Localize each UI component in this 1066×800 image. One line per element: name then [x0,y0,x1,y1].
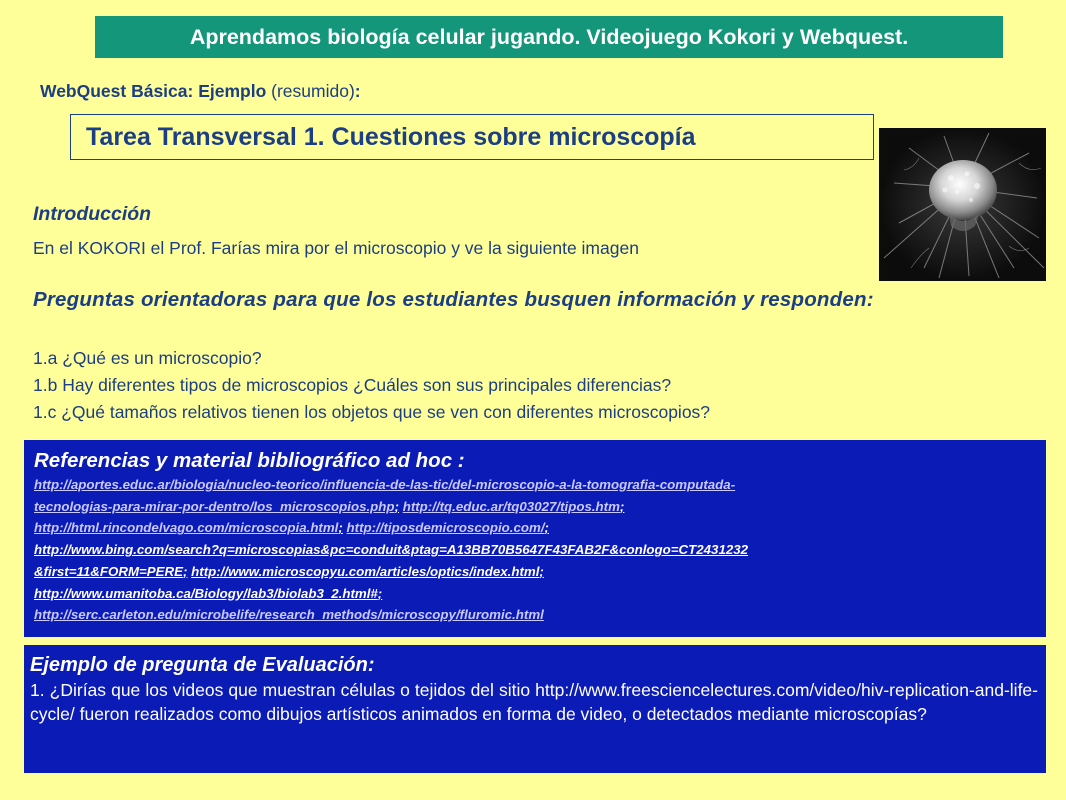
reference-link[interactable]: http://html.rincondelvago.com/microscopia.html [34,520,339,536]
references-title: Referencias y material bibliográfico ad hoc : [34,449,465,472]
page-title-text: Tarea Transversal 1. Cuestiones sobre microscopía [86,122,696,151]
references-panel [24,440,1046,637]
separator: ; [183,563,188,579]
evaluation-question: 1. ¿Dirías que los videos que muestran células o tejidos del sitio http://www.freesciencelectures.com/video/hiv-replication-and-life-cycle/ fueron realizados como dibujos artísticos animados en forma de video, o detectados mediante microscopías? [30,680,1038,724]
page-title [70,114,874,160]
separator: ; [539,563,544,579]
subtitle-normal: (resumido) [266,81,355,101]
separator: ; [338,520,343,536]
reference-line [34,561,1046,583]
reference-line [34,604,1046,626]
header-banner [95,16,1003,58]
questions-list [33,345,1023,426]
question-item: 1.b Hay diferentes tipos de microscopios ¿Cuáles son sus principales diferencias? [33,375,672,395]
intro-text: En el KOKORI el Prof. Farías mira por el microscopio y ve la siguiente imagen [33,238,639,258]
separator: ; [544,520,549,536]
reference-link[interactable]: tecnologias-para-mirar-por-dentro/los_microscopios.php [34,498,395,514]
separator: ; [377,585,383,601]
cell-micrograph [879,128,1046,281]
reference-link[interactable]: http://aportes.educ.ar/biologia/nucleo-teorico/influencia-de-las-tic/del-microscopio-a-la-tomografia-computada- [34,477,736,492]
reference-line [34,517,1046,539]
questions-heading: Preguntas orientadoras para que los estudiantes busquen información y responden: [33,288,874,311]
evaluation-panel [24,645,1046,773]
reference-line [34,583,1046,605]
reference-line [34,496,1046,518]
reference-link[interactable]: http://www.umanitoba.ca/Biology/lab3/biolab3_2.html# [34,585,378,601]
subtitle-bold: WebQuest Básica: Ejemplo [40,81,267,101]
subtitle [40,81,361,102]
separator: ; [619,498,625,514]
reference-link[interactable]: http://www.microscopyu.com/articles/optics/index.html [191,563,540,579]
subtitle-colon: : [354,81,361,101]
reference-link[interactable]: &first=11&FORM=PERE [34,563,184,579]
reference-line [34,539,1046,561]
question-item: 1.a ¿Qué es un microscopio? [33,348,262,368]
reference-link[interactable]: http://tq.educ.ar/tq03027/tipos.htm [402,498,620,514]
question-item: 1.c ¿Qué tamaños relativos tienen los objetos que se ven con diferentes microscopios? [33,402,711,422]
banner-title: Aprendamos biología celular jugando. Videojuego Kokori y Webquest. [189,24,909,49]
microscope-cell-image [879,128,1046,281]
reference-line [34,474,1046,496]
separator: ; [394,498,399,514]
reference-link[interactable]: http://www.bing.com/search?q=microscopias&pc=conduit&ptag=A13BB70B5647F43FAB2F&conlogo=CT2431232 [34,542,749,558]
evaluation-title: Ejemplo de pregunta de Evaluación: [30,654,375,676]
reference-link[interactable]: http://tiposdemicroscopio.com/ [346,520,545,536]
reference-link[interactable]: http://serc.carleton.edu/microbelife/research_methods/microscopy/fluromic.html [34,607,544,623]
intro-heading: Introducción [33,203,152,225]
